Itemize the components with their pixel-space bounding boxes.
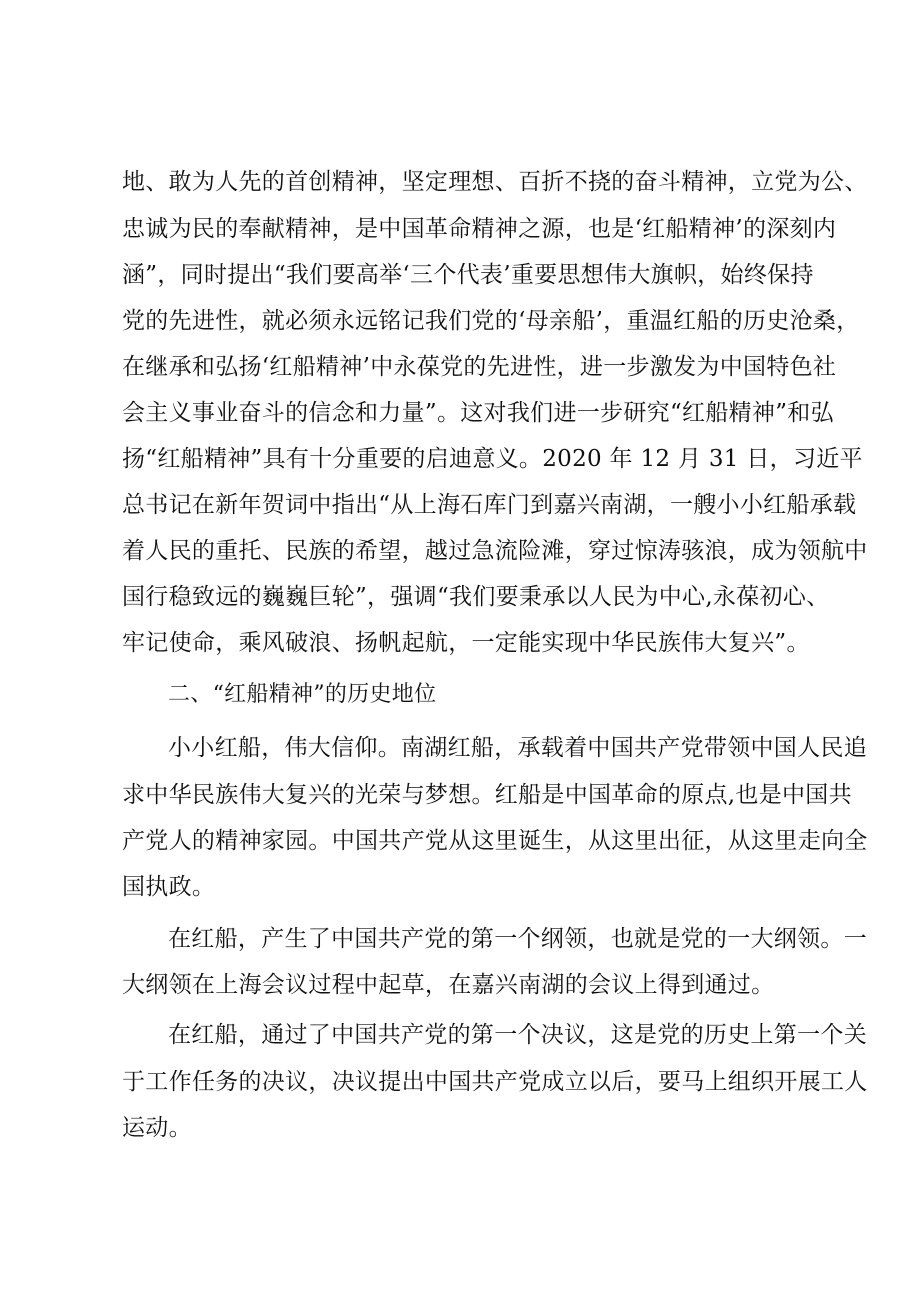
paragraph-2-line-4: 国执政。: [122, 874, 216, 900]
paragraph-1-line-11: 牢记使命，乘风破浪、扬帆起航，一定能实现中华民族伟大复兴”。: [122, 630, 810, 656]
paragraph-3-line-2: 大纲领在上海会议过程中起草，在嘉兴南湖的会议上得到通过。: [122, 972, 775, 998]
paragraph-1-line-8: 总书记在新年贺词中指出“从上海石库门到嘉兴南湖，一艘小小红船承载: [122, 492, 857, 518]
paragraph-1-line-7: 扬“红船精神”具有十分重要的启迪意义。2020 年 12 月 31 日，习近平: [122, 446, 863, 472]
paragraph-1-line-6: 会主义事业奋斗的信念和力量”。这对我们进一步研究“红船精神”和弘: [122, 400, 834, 426]
paragraph-4-line-3: 运动。: [122, 1115, 192, 1141]
paragraph-2-line-3: 产党人的精神家园。中国共产党从这里诞生，从这里出征，从这里走向全: [122, 828, 868, 854]
paragraph-1-line-3: 涵”，同时提出“我们要高举‘三个代表’重要思想伟大旗帜，始终保持: [122, 262, 814, 288]
section-heading: 二、“红船精神”的历史地位: [168, 682, 437, 707]
paragraph-1-line-1: 地、敢为人先的首创精神，坚定理想、百折不挠的奋斗精神，立党为公、: [122, 169, 868, 195]
paragraph-4-line-1: 在红船，通过了中国共产党的第一个决议，这是党的历史上第一个关: [168, 1022, 867, 1048]
paragraph-1-line-5: 在继承和弘扬‘红船精神’中永葆党的先进性，进一步激发为中国特色社: [122, 354, 837, 380]
paragraph-2-line-2: 求中华民族伟大复兴的光荣与梦想。红船是中国革命的原点,也是中国共: [122, 782, 852, 808]
paragraph-1-line-2: 忠诚为民的奉献精神，是中国革命精神之源，也是‘红船精神’的深刻内: [122, 216, 837, 242]
paragraph-1-line-10: 国行稳致远的巍巍巨轮”，强调“我们要秉承以人民为中心,永葆初心、: [122, 584, 830, 610]
paragraph-4-line-2: 于工作任务的决议，决议提出中国共产党成立以后，要马上组织开展工人: [122, 1069, 868, 1095]
paragraph-3-line-1: 在红船，产生了中国共产党的第一个纲领，也就是党的一大纲领。一: [168, 926, 867, 952]
paragraph-2-line-1: 小小红船，伟大信仰。南湖红船，承载着中国共产党带领中国人民追: [168, 735, 867, 761]
paragraph-1-line-4: 党的先进性，就必须永远铭记我们党的‘母亲船’，重温红船的历史沧桑，: [122, 308, 860, 334]
paragraph-1-line-9: 着人民的重托、民族的希望，越过急流险滩，穿过惊涛骇浪，成为领航中: [122, 538, 868, 564]
